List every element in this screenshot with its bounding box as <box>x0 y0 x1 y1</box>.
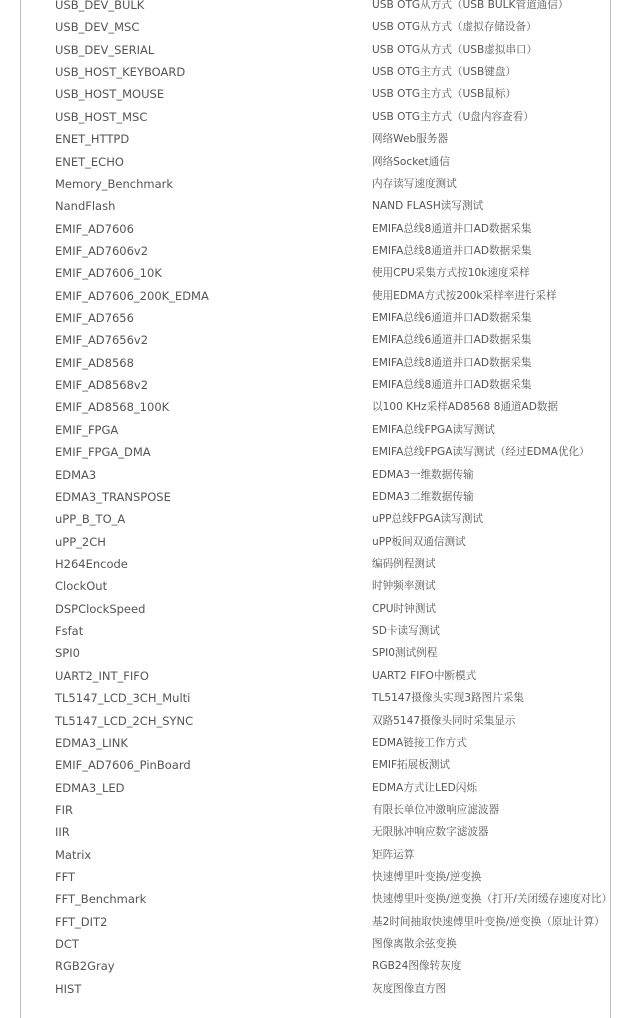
routine-description: EMIFA总线FPGA读写测试（经过EDMA优化） <box>372 446 590 459</box>
routine-name: RGB2Gray <box>55 959 115 974</box>
table-row <box>0 642 644 664</box>
routine-name: ClockOut <box>55 579 108 594</box>
table-row <box>0 933 644 955</box>
routine-description: EMIFA总线8通道并口AD数据采集 <box>372 356 532 369</box>
routine-description: 快速傅里叶变换/逆变换（打开/关闭缓存速度对比） <box>372 893 613 906</box>
routine-description: USB OTG从方式（USB虚拟串口） <box>372 43 538 56</box>
table-row <box>0 329 644 351</box>
table-row <box>0 486 644 508</box>
routine-description: EMIFA总线6通道并口AD数据采集 <box>372 334 532 347</box>
routine-name: FFT <box>55 870 76 885</box>
table-row <box>0 106 644 128</box>
table-row <box>0 777 644 799</box>
routine-description: EMIF拓展板测试 <box>372 759 451 772</box>
routine-description: EMIFA总线8通道并口AD数据采集 <box>372 379 532 392</box>
routine-name: USB_DEV_SERIAL <box>55 42 155 57</box>
table-row <box>0 687 644 709</box>
table-row <box>0 128 644 150</box>
routine-name: ENET_HTTPD <box>55 132 130 147</box>
routine-description: 网络Socket通信 <box>372 155 450 168</box>
routine-name: DSPClockSpeed <box>55 601 146 616</box>
table-row <box>0 352 644 374</box>
routine-description: USB OTG主方式（U盘内容查看） <box>372 110 534 123</box>
routine-name: EDMA3_LED <box>55 780 125 795</box>
routine-description: 有限长单位冲激响应滤波器 <box>372 803 500 816</box>
routine-name: FIR <box>55 802 73 817</box>
routine-name: EDMA3 <box>55 467 97 482</box>
table-row <box>0 396 644 418</box>
routine-name: EMIF_AD8568_100K <box>55 400 170 415</box>
routine-name: Fsfat <box>55 624 84 639</box>
routine-description: EMIFA总线8通道并口AD数据采集 <box>372 244 532 257</box>
routine-name: SPI0 <box>55 646 80 661</box>
routine-description: 使用CPU采集方式按10k速度采样 <box>372 267 530 280</box>
routine-description: 无限脉冲响应数字滤波器 <box>372 826 489 839</box>
routine-name: IIR <box>55 825 70 840</box>
routine-description: EMIFA总线6通道并口AD数据采集 <box>372 312 532 325</box>
routine-description: USB OTG从方式（虚拟存储设备） <box>372 21 537 34</box>
routine-description: USB OTG主方式（USB鼠标） <box>372 88 517 101</box>
table-row <box>0 0 644 16</box>
routine-description: 快速傅里叶变换/逆变换 <box>372 871 482 884</box>
routine-description: 基2时间抽取快速傅里叶变换/逆变换（原址计算） <box>372 915 605 928</box>
table-row <box>0 374 644 396</box>
routine-name: UART2_INT_FIFO <box>55 668 149 683</box>
routine-description: 内存读写速度测试 <box>372 177 457 190</box>
table-row <box>0 240 644 262</box>
table-row <box>0 16 644 38</box>
routine-description: NAND FLASH读写测试 <box>372 200 484 213</box>
routine-name: FFT_Benchmark <box>55 892 147 907</box>
routine-description: RGB24图像转灰度 <box>372 960 462 973</box>
routine-description: 矩阵运算 <box>372 848 415 861</box>
table-row <box>0 151 644 173</box>
routine-description: 灰度图像直方图 <box>372 982 447 995</box>
routine-name: uPP_B_TO_A <box>55 512 126 527</box>
table-row <box>0 844 644 866</box>
table-row <box>0 531 644 553</box>
routine-name: H264Encode <box>55 556 128 571</box>
routine-description: TL5147摄像头实现3路图片采集 <box>372 692 525 705</box>
table-row <box>0 61 644 83</box>
routine-description: CPU时钟测试 <box>372 602 436 615</box>
table-row <box>0 799 644 821</box>
table-row <box>0 441 644 463</box>
routine-name: USB_DEV_MSC <box>55 20 140 35</box>
table-row <box>0 620 644 642</box>
routine-name: EMIF_AD7606_PinBoard <box>55 758 191 773</box>
table-row <box>0 285 644 307</box>
routine-name: EMIF_AD7606_200K_EDMA <box>55 288 209 303</box>
table-row <box>0 665 644 687</box>
table-row <box>0 955 644 977</box>
table-row <box>0 464 644 486</box>
routine-description: EMIFA总线FPGA读写测试 <box>372 423 495 436</box>
table-row <box>0 553 644 575</box>
routine-description: 以100 KHz采样AD8568 8通道AD数据 <box>372 401 559 414</box>
routine-description: 网络Web服务器 <box>372 133 449 146</box>
routine-description: SD卡读写测试 <box>372 625 440 638</box>
routine-name: EMIF_AD7656v2 <box>55 333 149 348</box>
routine-description: USB OTG从方式（USB BULK管道通信） <box>372 0 569 11</box>
table-row <box>0 173 644 195</box>
routine-name: TL5147_LCD_2CH_SYNC <box>55 713 194 728</box>
routine-description: EDMA3二维数据传输 <box>372 490 474 503</box>
table-row <box>0 598 644 620</box>
routine-name: uPP_2CH <box>55 534 106 549</box>
table-row <box>0 732 644 754</box>
routine-name: EMIF_AD7606 <box>55 221 134 236</box>
routine-description: EMIFA总线8通道并口AD数据采集 <box>372 222 532 235</box>
table-row <box>0 575 644 597</box>
table-row <box>0 262 644 284</box>
routine-name: EMIF_AD8568v2 <box>55 378 149 393</box>
table-row <box>0 821 644 843</box>
table-row <box>0 307 644 329</box>
table-row <box>0 218 644 240</box>
routine-description: uPP板间双通信测试 <box>372 535 466 548</box>
routine-name: FFT_DIT2 <box>55 914 108 929</box>
table-row <box>0 978 644 1000</box>
routine-description: USB OTG主方式（USB键盘） <box>372 66 517 79</box>
routine-description: 使用EDMA方式按200k采样率进行采样 <box>372 289 557 302</box>
routine-description: UART2 FIFO中断模式 <box>372 669 477 682</box>
table-row <box>0 419 644 441</box>
table-row <box>0 195 644 217</box>
table-row <box>0 754 644 776</box>
routine-name: EMIF_AD7606_10K <box>55 266 162 281</box>
table-row <box>0 710 644 732</box>
routine-description: uPP总线FPGA读写测试 <box>372 513 483 526</box>
table-row <box>0 888 644 910</box>
routine-name: Memory_Benchmark <box>55 176 174 191</box>
routine-name: DCT <box>55 937 79 952</box>
routine-name: EMIF_AD8568 <box>55 355 134 370</box>
routine-name: USB_HOST_MOUSE <box>55 87 165 102</box>
routine-name: EDMA3_TRANSPOSE <box>55 489 171 504</box>
routine-description: SPI0测试例程 <box>372 647 438 660</box>
table-row <box>0 508 644 530</box>
routine-name: EDMA3_LINK <box>55 735 128 750</box>
routine-name: USB_HOST_MSC <box>55 109 148 124</box>
routine-description: 图像离散余弦变换 <box>372 938 457 951</box>
routine-description: 编码例程测试 <box>372 557 436 570</box>
routine-name: Matrix <box>55 847 92 862</box>
routine-name: NandFlash <box>55 199 116 214</box>
routine-name: ENET_ECHO <box>55 154 124 169</box>
routine-description: 双路5147摄像头同时采集显示 <box>372 714 516 727</box>
table-row <box>0 911 644 933</box>
routine-name: USB_DEV_BULK <box>55 0 145 12</box>
routine-description: EDMA方式让LED闪烁 <box>372 781 477 794</box>
table-row <box>0 83 644 105</box>
routine-name: EMIF_FPGA <box>55 422 119 437</box>
routine-name: EMIF_AD7656 <box>55 311 134 326</box>
table-row <box>0 39 644 61</box>
routine-name: EMIF_FPGA_DMA <box>55 445 151 460</box>
routine-name: TL5147_LCD_3CH_Multi <box>55 691 191 706</box>
routine-name: HIST <box>55 981 82 996</box>
routine-description: 时钟频率测试 <box>372 580 436 593</box>
routine-name: EMIF_AD7606v2 <box>55 243 149 258</box>
routine-name: USB_HOST_KEYBOARD <box>55 65 186 80</box>
table-row <box>0 866 644 888</box>
routine-description: EDMA3一维数据传输 <box>372 468 474 481</box>
routine-description: EDMA链接工作方式 <box>372 736 467 749</box>
